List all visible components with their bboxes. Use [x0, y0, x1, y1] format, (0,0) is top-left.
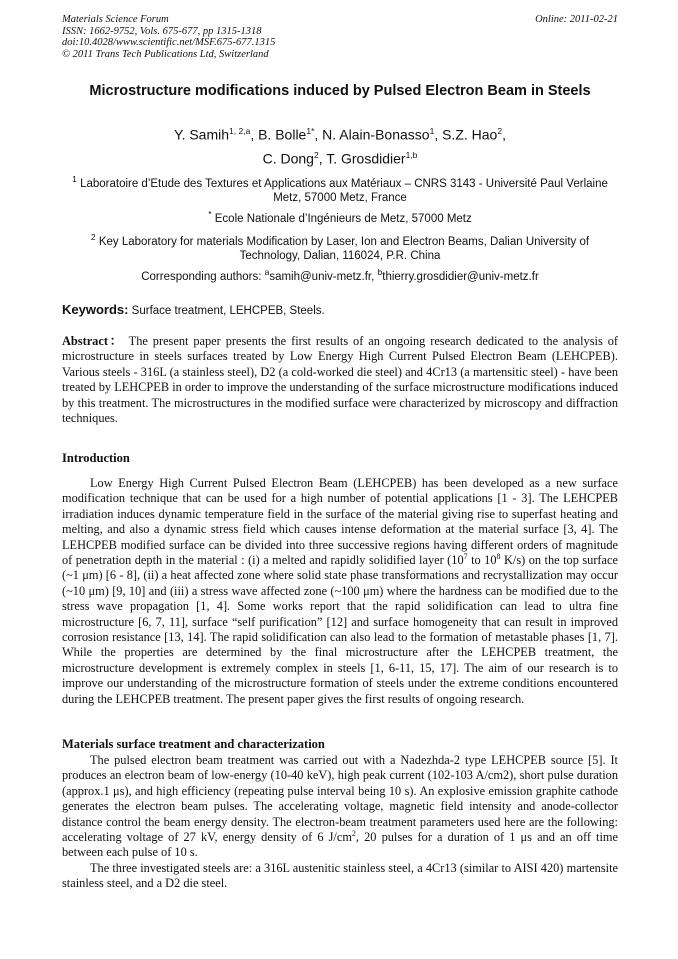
exponent: 8	[496, 551, 501, 561]
materials-paragraph	[62, 753, 618, 861]
keywords	[62, 302, 618, 317]
intro-text: to 10	[467, 553, 497, 568]
author-name: Y. Samih	[174, 126, 230, 143]
materials-text: The pulsed electron beam treatment was carried out with a Nadezhda-2 type LEHCPEB source [5]. It produces an electron beam of low-energy (10-40 keV), high peak current (102-103 A/cm2), short pulse duration (approx.1 μs), and high efficiency (repeating pulse interval being 10 s). An explosive emission graphite cathode generates the electron beam pulses. The accelerating voltage, magnetic field intensity and anode-collector distance control the beam energy density. The electron-beam treatment parameters used here are the following: accelerating voltage of 27 kV, energy density of 6 J/cm	[62, 753, 618, 845]
doi-line[interactable]: doi:10.4028/www.scientific.net/MSF.675-677.1315	[62, 37, 276, 49]
affiliation-star	[62, 207, 618, 226]
exponent: 7	[463, 551, 468, 561]
affiliation-text: Key Laboratory for materials Modification by Laser, Ion and Electron Beams, Dalian University of Technology, Dalian, 116024, P.R. China	[98, 235, 590, 263]
materials-section	[62, 753, 618, 892]
affiliation-sup: 1	[72, 174, 77, 184]
author-affil-sup: 1,b	[405, 149, 418, 160]
affiliation-1	[62, 172, 618, 206]
affiliation-text: Ecole Nationale d’Ingénieurs de Metz, 57000 Metz	[214, 212, 472, 225]
affiliation-sup: 2	[90, 232, 96, 242]
affiliation-2	[62, 230, 618, 264]
author-name: B. Bolle	[258, 126, 307, 143]
author-name: C. Dong	[262, 150, 314, 167]
journal-header	[62, 14, 618, 60]
intro-text: K/s) on the top surface (~1 μm) [6 - 8], (ii) a heat affected zone where solid state phase transformations and recrystallization may occur (~10 μm) [9, 10] and (iii) a stress wave affected zone (~100 μm) where the hardness can be modified due to the stress wave propagation [1, 4]. Some works report that the rapid solidification can lead to ultra fine microstructure [6, 7, 11], surface “self purification” [12] and surface homogeneity that can result in improved corrosion resistance [13, 14]. The rapid solidification can also lead to the formation of metastable phases [1, 7]. While the properties are determined by the final microstructure after the LEHCPEB treatment, the microstructure development is extremely complex in steels [1, 6-11, 15, 17]. The aim of our research is to improve our understanding of the microstructure formation of steels under the extreme conditions encountered during the LEHCPEB treatment. The present paper gives the first results of ongoing research.	[62, 553, 618, 706]
paper-title: Microstructure modifications induced by Pulsed Electron Beam in Steels	[89, 83, 591, 99]
copyright-line: © 2011 Trans Tech Publications Ltd, Switzerland	[62, 48, 269, 60]
author-affil-sup: 2	[497, 126, 503, 136]
author-affil-sup: 2	[313, 149, 319, 160]
keywords-text: Surface treatment, LEHCPEB, Steels.	[131, 305, 325, 317]
section-heading: Introduction	[62, 451, 130, 465]
section-heading: Materials surface treatment and characterization	[62, 737, 325, 751]
corresponding-label: Corresponding authors:	[141, 270, 262, 283]
issn-line: ISSN: 1662-9752, Vols. 675-677, pp 1315-1318	[62, 25, 262, 37]
keywords-label: Keywords:	[62, 302, 129, 317]
email-sup: a	[264, 267, 270, 277]
materials-paragraph: The three investigated steels are: a 316L austenitic stainless steel, a 4Cr13 (similar to AISI 420) martensite stainless steel, and a D2 die steel.	[62, 860, 618, 891]
author-name: S.Z. Hao	[442, 126, 498, 143]
author-affil-sup: 1, 2,a	[229, 126, 251, 136]
corresponding-authors: Corresponding authors: $^a$samih@univ-metz.fr, $^b$thierry.grosdidier@univ-metz.fr	[141, 267, 539, 283]
materials-text: , 20 pulses for a duration of 1 μs and an off time between each pulse of 10 s.	[62, 830, 618, 860]
email-link[interactable]: thierry.grosdidier@univ-metz.fr	[382, 270, 539, 283]
author-name: T. Grosdidier	[326, 150, 406, 167]
author-list: Y. Samih$^{1, 2,a}$, B. Bolle$^{1*}$, N. Alain-Bonasso$^1$, S.Z. Hao$^2$, C. Dong$^2$, T. Grosdidier$^{1,b}$	[174, 126, 506, 167]
exponent: 2	[351, 828, 356, 838]
affiliation-sup: *	[208, 209, 212, 219]
abstract-label: Abstract：	[62, 334, 124, 348]
email-link[interactable]: samih@univ-metz.fr	[269, 270, 372, 283]
affiliation-text: Laboratoire d’Etude des Textures et Applications aux Matériaux – CNRS 3143 - Université Paul Verlaine Metz, 57000 Metz, France	[80, 177, 608, 205]
abstract-text: The present paper presents the first results of an ongoing research dedicated to the analysis of microstructure in steels surfaces treated by Low Energy High Current Pulsed Electron Beam (LEHCPEB). Various steels - 316L (a stainless steel), D2 (a cold-worked die steel) and 4Cr13 (a martensitic steel) - have been treated by LEHCPEB in order to improve the understanding of the surface microstructure modifications induced by this treatment. The microstructures in the modified surface were characterized by microscopy and diffraction techniques.	[62, 334, 618, 426]
journal-name: Materials Science Forum	[62, 14, 169, 25]
email-sup: b	[377, 267, 383, 277]
author-name: N. Alain-Bonasso	[322, 126, 430, 143]
abstract	[62, 334, 618, 426]
online-date: Online: 2011-02-21	[535, 14, 618, 25]
introduction-paragraph	[62, 476, 618, 707]
author-affil-sup: 1*	[306, 126, 315, 136]
author-affil-sup: 1	[429, 126, 435, 136]
intro-text: Low Energy High Current Pulsed Electron Beam (LEHCPEB) has been developed as a new surface modification technique that can be used for a high number of potential applications [1 - 3]. The LEHCPEB irradiation induces dynamic temperature field in the surface of the material giving rise to superfast heating and melting, and also a dynamic stress field which causes intense deformation at the material surface [3, 4]. The LEHCPEB modified surface can be divided into three successive regions having different orders of magnitude of penetration depth in the material : (i) a melted and rapidly solidified layer (10	[62, 476, 618, 568]
